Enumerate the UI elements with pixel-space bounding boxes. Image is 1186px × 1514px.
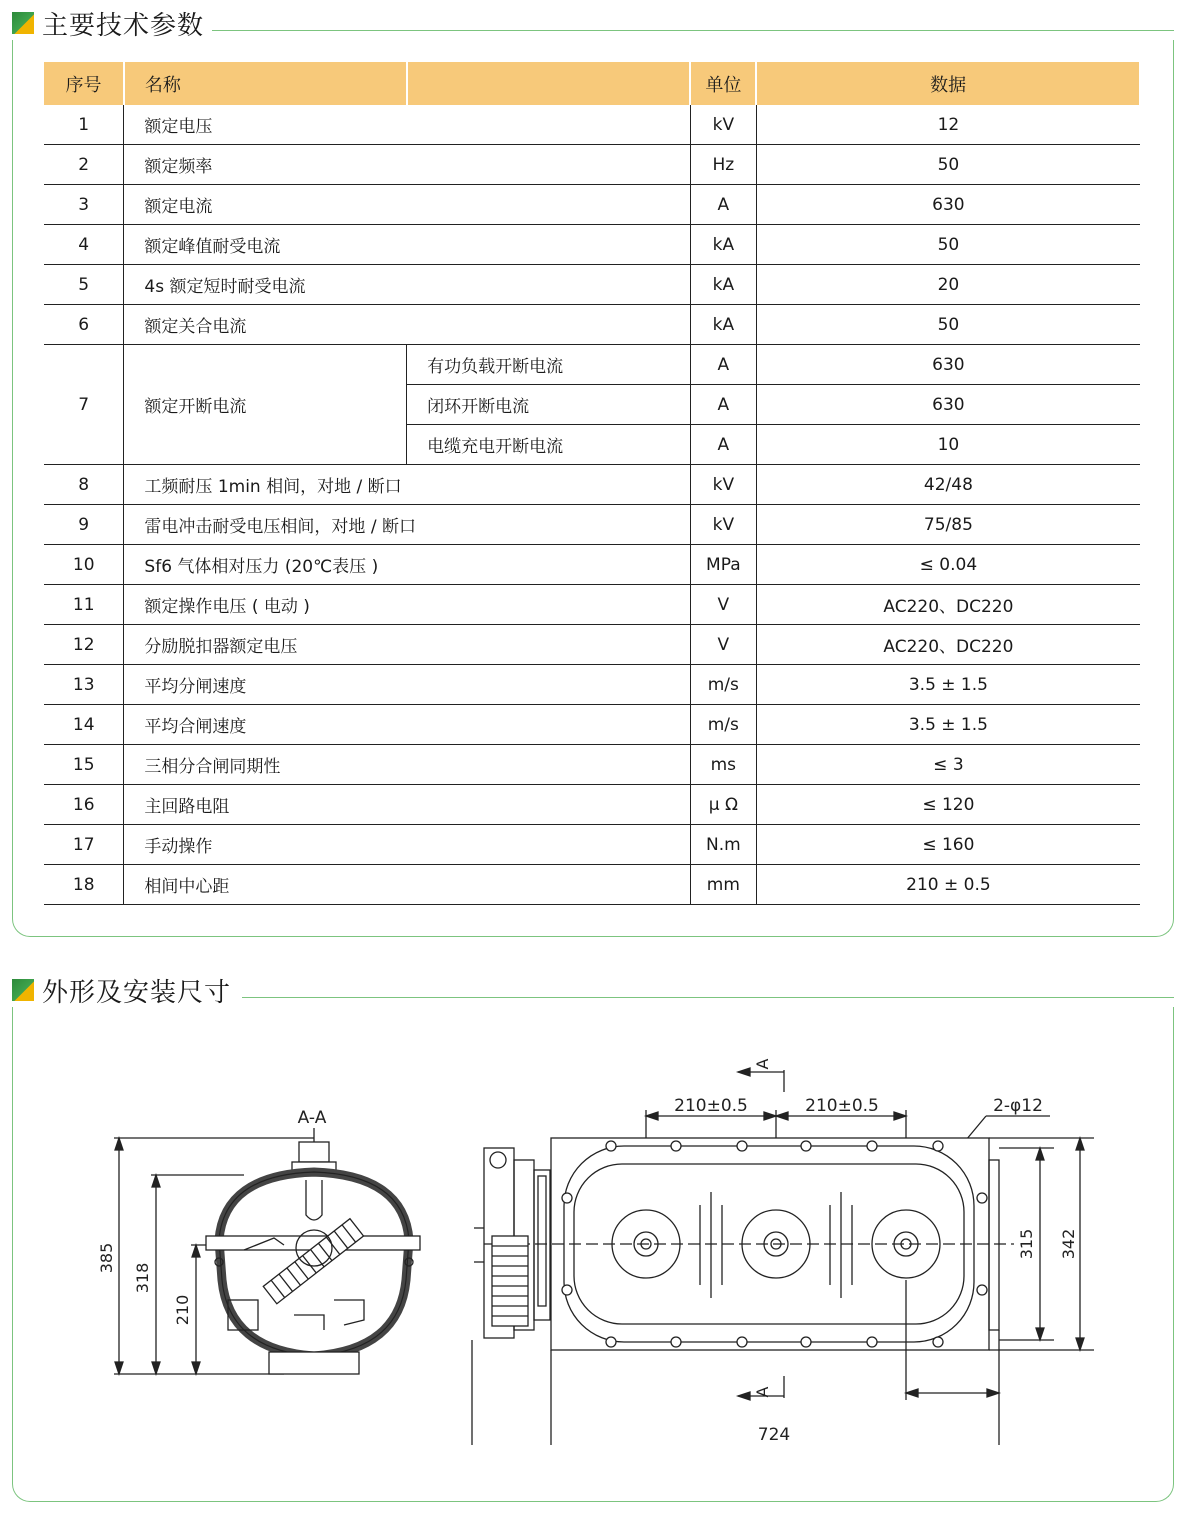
row-name: 额定电流 (124, 185, 690, 225)
row-name: 主回路电阻 (124, 785, 690, 825)
header-data: 数据 (756, 62, 1140, 105)
row-value: 3.5 ± 1.5 (756, 705, 1140, 745)
dim-pitch-1: 210±0.5 (674, 1096, 748, 1116)
row-seq: 12 (44, 625, 124, 665)
row-seq: 3 (44, 185, 124, 225)
row-name: 三相分合闸同期性 (124, 745, 690, 785)
row-seq: 10 (44, 545, 124, 585)
section-title-dimensions: 外形及安装尺寸 (42, 977, 232, 1008)
table-row (44, 785, 1140, 825)
section-label: A-A (297, 1108, 327, 1128)
row-seq: 17 (44, 825, 124, 865)
header-name: 名称 (124, 62, 407, 105)
table-row (44, 625, 1140, 665)
row-unit: kA (690, 265, 756, 305)
row-value: AC220、DC220 (756, 585, 1140, 625)
row-unit: V (690, 625, 756, 665)
row-value: ≤ 120 (756, 785, 1140, 825)
header-seq: 序号 (44, 62, 124, 105)
dim-318: 318 (133, 1262, 152, 1294)
row-unit: A (690, 385, 756, 425)
row-value: 10 (756, 425, 1140, 465)
row-unit: kV (690, 105, 756, 145)
row-name: 额定开断电流 (124, 345, 407, 465)
row-seq: 6 (44, 305, 124, 345)
row-seq: 8 (44, 465, 124, 505)
dim-pitch-2: 210±0.5 (805, 1096, 879, 1116)
row-name: 额定关合电流 (124, 305, 690, 345)
section-title-specs: 主要技术参数 (42, 10, 205, 41)
row-unit: m/s (690, 665, 756, 705)
row-value: ≤ 0.04 (756, 545, 1140, 585)
row-unit: m/s (690, 705, 756, 745)
section-header-specs (12, 6, 204, 40)
row-value: 210 ± 0.5 (756, 865, 1140, 905)
table-row (44, 265, 1140, 305)
drawing-svg (14, 1000, 1174, 1490)
row-value: AC220、DC220 (756, 625, 1140, 665)
dim-210: 210 (173, 1294, 192, 1326)
row-name: 分励脱扣器额定电压 (124, 625, 690, 665)
table-row (44, 545, 1140, 585)
row-name: 额定峰值耐受电流 (124, 225, 690, 265)
header-unit: 单位 (690, 62, 756, 105)
row-name: Sf6 气体相对压力 (20℃表压 ) (124, 545, 690, 585)
dim-385: 385 (97, 1242, 116, 1274)
table-row (44, 505, 1140, 545)
dim-holes: 2-φ12 (993, 1096, 1043, 1116)
dim-724: 724 (757, 1425, 791, 1445)
row-unit: kA (690, 225, 756, 265)
row-seq: 5 (44, 265, 124, 305)
row-seq: 11 (44, 585, 124, 625)
row-value: 630 (756, 185, 1140, 225)
row-unit: V (690, 585, 756, 625)
cut-marker-bottom: A (753, 1386, 772, 1398)
row-seq: 9 (44, 505, 124, 545)
row-seq: 14 (44, 705, 124, 745)
row-value: 12 (756, 105, 1140, 145)
table-row (44, 825, 1140, 865)
table-row (44, 185, 1140, 225)
row-unit: μ Ω (690, 785, 756, 825)
row-seq: 13 (44, 665, 124, 705)
row-name: 额定操作电压 ( 电动 ) (124, 585, 690, 625)
row-value: 20 (756, 265, 1140, 305)
row-value: 75/85 (756, 505, 1140, 545)
table-row (44, 705, 1140, 745)
table-row (44, 225, 1140, 265)
header-name-extra (407, 62, 691, 105)
row-name: 工频耐压 1min 相间，对地 / 断口 (124, 465, 690, 505)
row-unit: MPa (690, 545, 756, 585)
row-unit: Hz (690, 145, 756, 185)
dim-342: 342 (1059, 1228, 1078, 1260)
row-seq: 18 (44, 865, 124, 905)
spec-table (44, 62, 1141, 905)
table-row (44, 105, 1140, 145)
table-row (44, 465, 1140, 505)
row-value: 630 (756, 345, 1140, 385)
row-sub-name: 电缆充电开断电流 (407, 425, 691, 465)
row-sub-name: 闭环开断电流 (407, 385, 691, 425)
row-value: ≤ 3 (756, 745, 1140, 785)
row-unit: A (690, 425, 756, 465)
row-name: 雷电冲击耐受电压相间，对地 / 断口 (124, 505, 690, 545)
table-row (44, 865, 1140, 905)
dimension-drawing (14, 1000, 1174, 1490)
row-name: 4s 额定短时耐受电流 (124, 265, 690, 305)
row-seq: 2 (44, 145, 124, 185)
table-row (44, 585, 1140, 625)
row-value: 50 (756, 225, 1140, 265)
row-value: 50 (756, 305, 1140, 345)
row-unit: kV (690, 505, 756, 545)
row-unit: ms (690, 745, 756, 785)
row-value: 50 (756, 145, 1140, 185)
table-row (44, 665, 1140, 705)
row-name: 平均合闸速度 (124, 705, 690, 745)
section-marker-icon (12, 979, 34, 1001)
row-seq: 4 (44, 225, 124, 265)
dim-315: 315 (1017, 1228, 1036, 1260)
row-sub-name: 有功负载开断电流 (407, 345, 691, 385)
row-seq: 15 (44, 745, 124, 785)
row-value: 3.5 ± 1.5 (756, 665, 1140, 705)
row-name: 额定频率 (124, 145, 690, 185)
cut-marker-top: A (753, 1058, 772, 1070)
section-marker-icon (12, 12, 34, 34)
table-row (44, 305, 1140, 345)
frame-top-line (212, 30, 1174, 31)
row-value: ≤ 160 (756, 825, 1140, 865)
row-name: 平均分闸速度 (124, 665, 690, 705)
table-row-group7-a (44, 345, 1140, 385)
row-value: 42/48 (756, 465, 1140, 505)
row-name: 手动操作 (124, 825, 690, 865)
table-header-row (44, 62, 1140, 105)
row-unit: kA (690, 305, 756, 345)
row-seq: 7 (44, 345, 124, 465)
row-seq: 1 (44, 105, 124, 145)
row-unit: N.m (690, 825, 756, 865)
row-name: 额定电压 (124, 105, 690, 145)
frame-top-line (242, 997, 1174, 998)
row-unit: mm (690, 865, 756, 905)
row-unit: A (690, 345, 756, 385)
row-unit: kV (690, 465, 756, 505)
row-seq: 16 (44, 785, 124, 825)
row-value: 630 (756, 385, 1140, 425)
row-unit: A (690, 185, 756, 225)
row-name: 相间中心距 (124, 865, 690, 905)
table-row (44, 745, 1140, 785)
table-row (44, 145, 1140, 185)
